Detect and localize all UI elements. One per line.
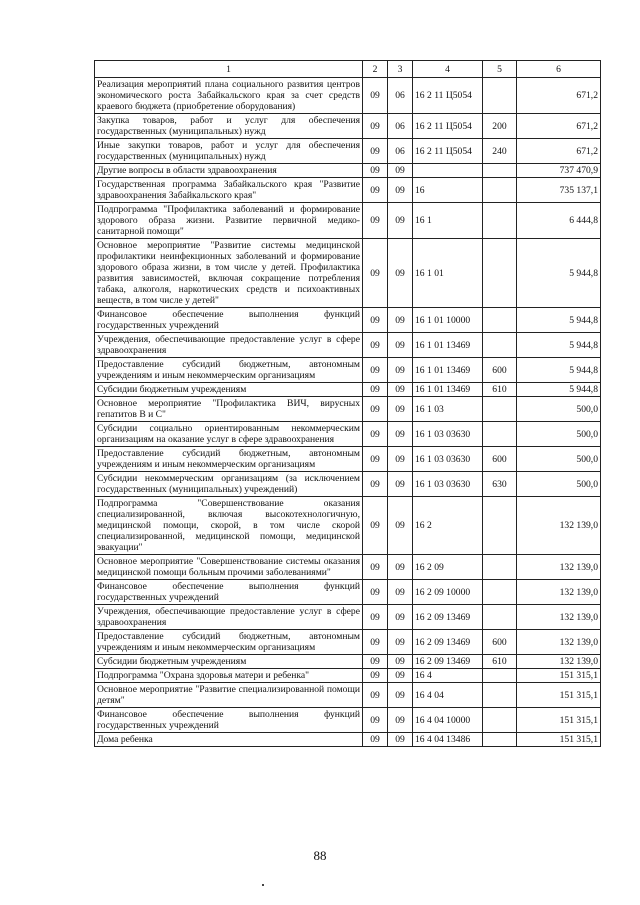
row-section-cell: 09: [363, 308, 388, 333]
row-target-article-cell: 16 4 04 13486: [413, 733, 483, 747]
header-cell-amount: 6: [517, 61, 601, 78]
header-cell-name: 1: [95, 61, 363, 78]
row-name-cell: Субсидии социально ориентированным некоммерческим организациям на оказание услуг в сфере здравоохранения: [95, 422, 363, 447]
row-amount-cell: 737 470,9: [517, 164, 601, 178]
row-expense-type-cell: 600: [483, 447, 517, 472]
row-subsection-cell: 09: [388, 555, 413, 580]
row-amount-cell: 671,2: [517, 139, 601, 164]
row-subsection-cell: 09: [388, 239, 413, 308]
row-name-cell: Предоставление субсидий бюджетным, автономным учреждениям и иным некоммерческим организациям: [95, 447, 363, 472]
row-expense-type-cell: 600: [483, 358, 517, 383]
row-target-article-cell: 16 1 03: [413, 397, 483, 422]
row-section-cell: 09: [363, 239, 388, 308]
row-expense-type-cell: [483, 605, 517, 630]
row-subsection-cell: 09: [388, 178, 413, 203]
table-row: [95, 178, 601, 203]
row-expense-type-cell: [483, 78, 517, 114]
row-expense-type-cell: [483, 164, 517, 178]
row-expense-type-cell: [483, 397, 517, 422]
row-subsection-cell: 06: [388, 114, 413, 139]
row-amount-cell: 671,2: [517, 114, 601, 139]
row-section-cell: 09: [363, 164, 388, 178]
row-amount-cell: 5 944,8: [517, 239, 601, 308]
row-amount-cell: 500,0: [517, 472, 601, 497]
table-row: [95, 139, 601, 164]
row-name-cell: Финансовое обеспечение выполнения функций государственных учреждений: [95, 708, 363, 733]
table-row: [95, 605, 601, 630]
row-amount-cell: 6 444,8: [517, 203, 601, 239]
row-subsection-cell: 06: [388, 139, 413, 164]
row-target-article-cell: 16 2 09 13469: [413, 630, 483, 655]
table-row: [95, 655, 601, 669]
row-amount-cell: 5 944,8: [517, 333, 601, 358]
row-expense-type-cell: 600: [483, 630, 517, 655]
row-section-cell: 09: [363, 203, 388, 239]
header-cell-target-article: 4: [413, 61, 483, 78]
table-row: [95, 683, 601, 708]
row-section-cell: 09: [363, 708, 388, 733]
row-subsection-cell: 09: [388, 383, 413, 397]
table-row: [95, 447, 601, 472]
row-section-cell: 09: [363, 683, 388, 708]
row-name-cell: Основное мероприятие "Развитие системы медицинской профилактики неинфекционных заболеваний и формирование здорового образа жизни, в том числе у детей. Профилактика развития зависимостей, включая сокращение потребления табака, алкоголя, наркотических средств и психоактивных веществ, в том числе у детей": [95, 239, 363, 308]
row-amount-cell: 132 139,0: [517, 630, 601, 655]
header-cell-expense-type: 5: [483, 61, 517, 78]
row-amount-cell: 500,0: [517, 397, 601, 422]
row-expense-type-cell: [483, 239, 517, 308]
row-subsection-cell: 09: [388, 447, 413, 472]
row-target-article-cell: 16 2 09 13469: [413, 605, 483, 630]
row-amount-cell: 5 944,8: [517, 308, 601, 333]
header-cell-subsection: 3: [388, 61, 413, 78]
row-expense-type-cell: [483, 683, 517, 708]
row-target-article-cell: 16 1 01 13469: [413, 333, 483, 358]
table-row: [95, 555, 601, 580]
row-amount-cell: 500,0: [517, 422, 601, 447]
row-section-cell: 09: [363, 655, 388, 669]
row-target-article-cell: 16 1 03 03630: [413, 447, 483, 472]
row-name-cell: Субсидии бюджетным учреждениям: [95, 383, 363, 397]
row-name-cell: Основное мероприятие "Развитие специализированной помощи детям": [95, 683, 363, 708]
row-target-article-cell: 16 4: [413, 669, 483, 683]
row-amount-cell: 500,0: [517, 447, 601, 472]
row-target-article-cell: 16 1 03 03630: [413, 422, 483, 447]
row-name-cell: Другие вопросы в области здравоохранения: [95, 164, 363, 178]
row-name-cell: Учреждения, обеспечивающие предоставление услуг в сфере здравоохранения: [95, 333, 363, 358]
row-name-cell: Государственная программа Забайкальского края "Развитие здравоохранения Забайкальского края": [95, 178, 363, 203]
row-target-article-cell: 16 1 01 13469: [413, 383, 483, 397]
row-expense-type-cell: [483, 708, 517, 733]
row-subsection-cell: 09: [388, 708, 413, 733]
table-row: [95, 164, 601, 178]
row-expense-type-cell: 610: [483, 655, 517, 669]
row-target-article-cell: 16 2 11 Ц5054: [413, 114, 483, 139]
row-section-cell: 09: [363, 114, 388, 139]
table-row: [95, 358, 601, 383]
row-amount-cell: 132 139,0: [517, 497, 601, 555]
table-row: [95, 78, 601, 114]
row-expense-type-cell: [483, 733, 517, 747]
row-expense-type-cell: 630: [483, 472, 517, 497]
row-expense-type-cell: [483, 580, 517, 605]
row-name-cell: Дома ребенка: [95, 733, 363, 747]
row-subsection-cell: 09: [388, 580, 413, 605]
row-name-cell: Основное мероприятие "Профилактика ВИЧ, вирусных гепатитов В и С": [95, 397, 363, 422]
row-subsection-cell: 06: [388, 78, 413, 114]
row-section-cell: 09: [363, 422, 388, 447]
row-expense-type-cell: 240: [483, 139, 517, 164]
row-section-cell: 09: [363, 630, 388, 655]
row-section-cell: 09: [363, 139, 388, 164]
table-row: [95, 580, 601, 605]
row-section-cell: 09: [363, 333, 388, 358]
table-row: [95, 308, 601, 333]
row-target-article-cell: 16: [413, 178, 483, 203]
row-expense-type-cell: [483, 497, 517, 555]
row-amount-cell: 151 315,1: [517, 669, 601, 683]
row-expense-type-cell: 610: [483, 383, 517, 397]
row-target-article-cell: 16 2: [413, 497, 483, 555]
row-subsection-cell: 09: [388, 164, 413, 178]
row-subsection-cell: 09: [388, 669, 413, 683]
row-expense-type-cell: [483, 203, 517, 239]
table-row: [95, 203, 601, 239]
table-row: [95, 239, 601, 308]
row-expense-type-cell: [483, 555, 517, 580]
row-name-cell: Подпрограмма "Охрана здоровья матери и ребенка": [95, 669, 363, 683]
row-section-cell: 09: [363, 78, 388, 114]
row-subsection-cell: 09: [388, 308, 413, 333]
row-section-cell: 09: [363, 605, 388, 630]
row-amount-cell: 151 315,1: [517, 683, 601, 708]
row-subsection-cell: 09: [388, 630, 413, 655]
row-subsection-cell: 09: [388, 497, 413, 555]
row-name-cell: Закупка товаров, работ и услуг для обеспечения государственных (муниципальных) нужд: [95, 114, 363, 139]
row-subsection-cell: 09: [388, 733, 413, 747]
row-subsection-cell: 09: [388, 333, 413, 358]
row-subsection-cell: 09: [388, 605, 413, 630]
row-subsection-cell: 09: [388, 655, 413, 669]
row-expense-type-cell: [483, 178, 517, 203]
row-amount-cell: 5 944,8: [517, 358, 601, 383]
row-amount-cell: 5 944,8: [517, 383, 601, 397]
table-row: [95, 733, 601, 747]
table-row: [95, 630, 601, 655]
header-cell-section: 2: [363, 61, 388, 78]
row-name-cell: Финансовое обеспечение выполнения функций государственных учреждений: [95, 308, 363, 333]
row-section-cell: 09: [363, 669, 388, 683]
row-amount-cell: 132 139,0: [517, 655, 601, 669]
row-amount-cell: 132 139,0: [517, 555, 601, 580]
row-target-article-cell: 16 1 01 10000: [413, 308, 483, 333]
row-amount-cell: 151 315,1: [517, 708, 601, 733]
row-expense-type-cell: [483, 669, 517, 683]
row-section-cell: 09: [363, 580, 388, 605]
row-name-cell: Иные закупки товаров, работ и услуг для обеспечения государственных (муниципальных) нужд: [95, 139, 363, 164]
row-target-article-cell: 16 1 01 13469: [413, 358, 483, 383]
row-expense-type-cell: 200: [483, 114, 517, 139]
table-row: [95, 383, 601, 397]
row-subsection-cell: 09: [388, 472, 413, 497]
row-name-cell: Подпрограмма "Профилактика заболеваний и формирование здорового образа жизни. Развитие первичной медико-санитарной помощи": [95, 203, 363, 239]
row-name-cell: Подпрограмма "Совершенствование оказания специализированной, включая высокотехнологичную, медицинской помощи, скорой, в том числе скорой специализированной, медицинской помощи, медицинской эвакуации": [95, 497, 363, 555]
row-subsection-cell: 09: [388, 397, 413, 422]
row-target-article-cell: 16 2 11 Ц5054: [413, 139, 483, 164]
row-expense-type-cell: [483, 333, 517, 358]
row-target-article-cell: [413, 164, 483, 178]
scan-artifact-dot: [262, 884, 264, 886]
row-name-cell: Предоставление субсидий бюджетным, автономным учреждениям и иным некоммерческим организациям: [95, 630, 363, 655]
table-row: [95, 422, 601, 447]
row-subsection-cell: 09: [388, 683, 413, 708]
page-number: 88: [313, 848, 327, 863]
row-section-cell: 09: [363, 358, 388, 383]
table-row: [95, 114, 601, 139]
row-target-article-cell: 16 2 11 Ц5054: [413, 78, 483, 114]
row-amount-cell: 132 139,0: [517, 580, 601, 605]
row-name-cell: Реализация мероприятий плана социального развития центров экономического роста Забайкальского края за счет средств краевого бюджета (приобретение оборудования): [95, 78, 363, 114]
table-row: [95, 497, 601, 555]
table-row: [95, 708, 601, 733]
row-name-cell: Субсидии некоммерческим организациям (за исключением государственных (муниципальных) учреждений): [95, 472, 363, 497]
row-target-article-cell: 16 1: [413, 203, 483, 239]
row-target-article-cell: 16 1 03 03630: [413, 472, 483, 497]
row-expense-type-cell: [483, 422, 517, 447]
row-amount-cell: 151 315,1: [517, 733, 601, 747]
row-amount-cell: 132 139,0: [517, 605, 601, 630]
row-amount-cell: 671,2: [517, 78, 601, 114]
row-name-cell: Субсидии бюджетным учреждениям: [95, 655, 363, 669]
row-section-cell: 09: [363, 733, 388, 747]
table-header-row: [95, 61, 601, 78]
row-name-cell: Учреждения, обеспечивающие предоставление услуг в сфере здравоохранения: [95, 605, 363, 630]
row-section-cell: 09: [363, 447, 388, 472]
row-subsection-cell: 09: [388, 358, 413, 383]
row-target-article-cell: 16 2 09 13469: [413, 655, 483, 669]
row-section-cell: 09: [363, 472, 388, 497]
table-row: [95, 472, 601, 497]
row-target-article-cell: 16 2 09: [413, 555, 483, 580]
row-amount-cell: 735 137,1: [517, 178, 601, 203]
row-target-article-cell: 16 4 04: [413, 683, 483, 708]
row-target-article-cell: 16 2 09 10000: [413, 580, 483, 605]
row-name-cell: Финансовое обеспечение выполнения функций государственных учреждений: [95, 580, 363, 605]
table-row: [95, 397, 601, 422]
row-subsection-cell: 09: [388, 422, 413, 447]
row-section-cell: 09: [363, 555, 388, 580]
budget-table: [94, 60, 601, 747]
row-expense-type-cell: [483, 308, 517, 333]
row-target-article-cell: 16 1 01: [413, 239, 483, 308]
row-name-cell: Основное мероприятие "Совершенствование системы оказания медицинской помощи больным прочими заболеваниями": [95, 555, 363, 580]
row-section-cell: 09: [363, 178, 388, 203]
table-row: [95, 669, 601, 683]
table-row: [95, 333, 601, 358]
row-subsection-cell: 09: [388, 203, 413, 239]
row-name-cell: Предоставление субсидий бюджетным, автономным учреждениям и иным некоммерческим организациям: [95, 358, 363, 383]
row-section-cell: 09: [363, 497, 388, 555]
row-target-article-cell: 16 4 04 10000: [413, 708, 483, 733]
row-section-cell: 09: [363, 397, 388, 422]
row-section-cell: 09: [363, 383, 388, 397]
